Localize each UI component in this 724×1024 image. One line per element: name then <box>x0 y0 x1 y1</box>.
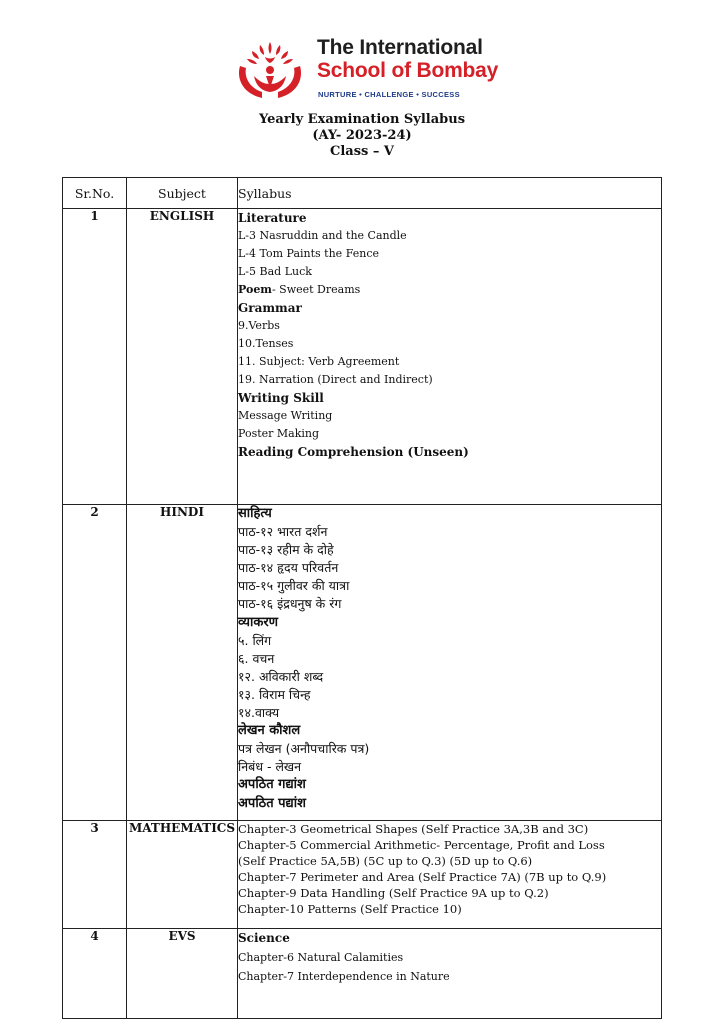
syllabus-section-heading: लेखन कौशल <box>238 723 301 739</box>
syllabus-line: Chapter-5 Commercial Arithmetic- Percentage, Profit and Loss <box>238 838 605 852</box>
syllabus-line: Chapter-10 Patterns (Self Practice 10) <box>238 902 462 916</box>
syllabus-line: Chapter-9 Data Handling (Self Practice 9A up to Q.2) <box>238 886 549 900</box>
syllabus-line-text: - Sweet Dreams <box>271 283 361 296</box>
syllabus-line: पाठ-१३ रहीम के दोहे <box>238 542 334 558</box>
row-number: 4 <box>63 929 127 1019</box>
school-tagline: NURTURE • CHALLENGE • SUCCESS <box>318 90 460 99</box>
syllabus-section-heading: साहित्य <box>238 506 272 521</box>
row-subject: MATHEMATICS <box>127 821 238 929</box>
syllabus-line-prefix: Poem <box>238 283 272 296</box>
class-label: Class – V <box>330 144 394 159</box>
row-number: 2 <box>63 505 127 821</box>
syllabus-section-heading: Grammar <box>238 301 302 315</box>
row-subject: ENGLISH <box>127 209 238 505</box>
syllabus-section-heading: Science <box>238 931 290 945</box>
syllabus-line: (Self Practice 5A,5B) (5C up to Q.3) (5D up to Q.6) <box>238 854 533 868</box>
academic-year: (AY- 2023-24) <box>312 128 412 143</box>
syllabus-section-heading: अपठित पद्यांश <box>238 795 306 811</box>
syllabus-line: L-4 Tom Paints the Fence <box>238 247 379 260</box>
row-subject: EVS <box>127 929 238 1019</box>
syllabus-line: पत्र लेखन (अनौपचारिक पत्र) <box>238 741 370 757</box>
header-sr-no: Sr.No. <box>63 178 127 209</box>
syllabus-line: Chapter-6 Natural Calamities <box>238 951 404 964</box>
table-header-row <box>63 178 662 209</box>
syllabus-section-heading: व्याकरण <box>238 614 279 630</box>
school-name-line1: The International <box>317 36 483 59</box>
syllabus-line: पाठ-१५ गुलीवर की यात्रा <box>238 578 350 594</box>
syllabus-line: पाठ-१६ इंद्रधनुष के रंग <box>238 596 342 612</box>
syllabus-line: 19. Narration (Direct and Indirect) <box>238 373 433 386</box>
school-logo <box>232 34 497 104</box>
syllabus-line: निबंध - लेखन <box>238 759 302 775</box>
syllabus-line: १२. अविकारी शब्द <box>238 668 324 684</box>
syllabus-line: Message Writing <box>238 409 333 422</box>
row-syllabus <box>238 209 662 505</box>
syllabus-line: पाठ-१२ भारत दर्शन <box>238 524 328 540</box>
syllabus-line: Chapter-7 Interdependence in Nature <box>238 970 450 983</box>
table-row-english <box>63 209 662 505</box>
syllabus-line: 9.Verbs <box>238 319 280 332</box>
syllabus-line: Poster Making <box>238 427 320 440</box>
school-name-line2: School of Bombay <box>317 59 499 82</box>
row-syllabus <box>238 821 662 929</box>
syllabus-line: १४.वाक्य <box>238 705 280 721</box>
syllabus-line: 10.Tenses <box>238 337 294 350</box>
school-emblem-icon <box>232 36 308 102</box>
syllabus-line: १३. विराम चिन्ह <box>238 686 311 702</box>
syllabus-section-heading: Literature <box>238 211 307 225</box>
header-syllabus: Syllabus <box>238 178 662 209</box>
syllabus-table <box>62 177 662 1019</box>
table-row-mathematics <box>63 821 662 929</box>
syllabus-line: 11. Subject: Verb Agreement <box>238 355 400 368</box>
table-row-evs <box>63 929 662 1019</box>
row-subject: HINDI <box>127 505 238 821</box>
syllabus-line: ५. लिंग <box>238 632 272 648</box>
syllabus-line: पाठ-१४ हृदय परिवर्तन <box>238 560 339 576</box>
row-syllabus <box>238 505 662 821</box>
document-title: Yearly Examination Syllabus <box>258 112 466 127</box>
syllabus-line: Chapter-7 Perimeter and Area (Self Practice 7A) (7B up to Q.9) <box>238 870 607 884</box>
syllabus-line <box>238 281 661 299</box>
table-row-hindi <box>63 505 662 821</box>
header-subject: Subject <box>127 178 238 209</box>
row-number: 1 <box>63 209 127 505</box>
syllabus-line: Chapter-3 Geometrical Shapes (Self Practice 3A,3B and 3C) <box>238 822 589 836</box>
syllabus-section-heading: Reading Comprehension (Unseen) <box>238 445 469 459</box>
row-number: 3 <box>63 821 127 929</box>
syllabus-line: L-5 Bad Luck <box>238 265 312 278</box>
syllabus-section-heading: Writing Skill <box>238 391 324 405</box>
syllabus-section-heading: अपठित गद्यांश <box>238 777 306 793</box>
row-syllabus <box>238 929 662 1019</box>
syllabus-line: ६. वचन <box>238 650 275 666</box>
syllabus-line: L-3 Nasruddin and the Candle <box>238 229 407 242</box>
